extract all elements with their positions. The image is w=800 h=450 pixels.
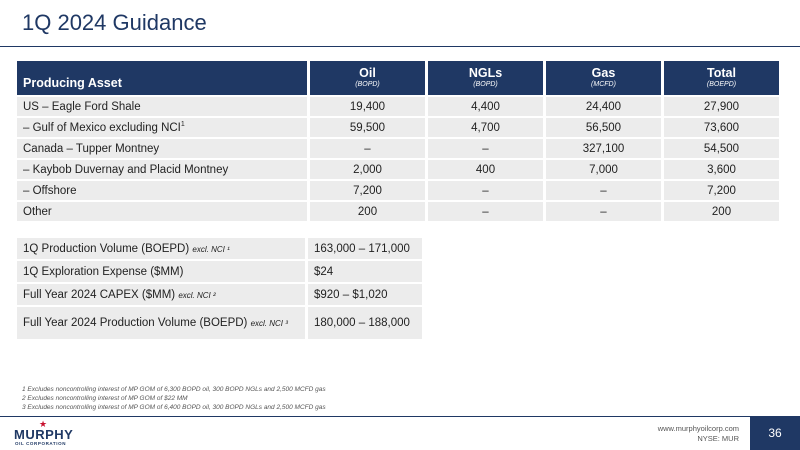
asset-label: Other [23,205,52,218]
summary-value: 163,000 – 171,000 [305,238,422,259]
asset-label: – Offshore [23,184,77,197]
summary-label-text: 1Q Production Volume (BOEPD) [23,242,190,255]
gas-value: 327,100 [543,139,661,158]
summary-note: excl. NCI ³ [250,319,288,328]
header-unit: (BOEPD) [706,81,737,88]
title-divider [0,46,800,47]
summary-value: $920 – $1,020 [305,284,422,305]
ngls-value: – [425,139,543,158]
gas-value: 56,500 [543,118,661,137]
footnote-2: 2 Excludes noncontrolling interest of MP GOM of $22 MM [22,395,188,402]
ngls-value: – [425,181,543,200]
table-row [17,284,422,305]
asset-name [17,97,307,116]
gas-value: 7,000 [543,160,661,179]
table-row [17,139,779,158]
footer-contact [658,424,739,444]
summary-note: excl. NCI ² [178,290,216,300]
header-total [661,61,779,95]
oil-value: 7,200 [307,181,425,200]
summary-label [17,307,305,339]
ngls-value: – [425,202,543,221]
table-row [17,160,779,179]
total-value: 54,500 [661,139,779,158]
page-number: 36 [750,417,800,450]
summary-value: 180,000 – 188,000 [305,307,422,339]
asset-label: – Kaybob Duvernay and Placid Montney [23,163,229,176]
table-row [17,181,779,200]
summary-note: excl. NCI ¹ [192,244,230,254]
summary-label [17,284,305,305]
gas-value: – [543,181,661,200]
ngls-value: 4,400 [425,97,543,116]
header-gas [543,61,661,95]
table-row [17,238,422,259]
ngls-value: 4,700 [425,118,543,137]
table-row [17,202,779,221]
total-value: 7,200 [661,181,779,200]
star-icon: ★ [39,419,48,429]
table-row [17,261,422,282]
asset-name [17,118,307,137]
total-value: 200 [661,202,779,221]
asset-name [17,160,307,179]
asset-label: – Gulf of Mexico excluding NCI [23,121,181,134]
table-row [17,307,422,339]
summary-label-text: Full Year 2024 CAPEX ($MM) [23,288,176,301]
ticker-symbol: NYSE: MUR [697,434,739,443]
oil-value: 2,000 [307,160,425,179]
murphy-logo [14,420,76,446]
total-value: 3,600 [661,160,779,179]
website-link[interactable]: www.murphyoilcorp.com [657,424,739,433]
gas-value: 24,400 [543,97,661,116]
footnotes [22,385,326,412]
header-unit: (BOPD) [473,81,498,88]
table-row [17,97,779,116]
logo-subtitle: OIL CORPORATION [15,441,67,446]
oil-value: 59,500 [307,118,425,137]
total-value: 73,600 [661,118,779,137]
summary-label [17,261,305,282]
logo-wordmark: MURPHY [14,427,74,442]
footnote-3: 3 Excludes noncontrolling interest of MP GOM of 6,400 BOPD oil, 300 BOPD NGLs and 2,500 MCFD gas [22,404,326,411]
asset-label: Canada – Tupper Montney [23,142,160,155]
oil-value: 19,400 [307,97,425,116]
footnote-marker: 1 [180,121,185,129]
header-label: NGLs [468,66,503,80]
table-row [17,118,779,137]
slide-title: 1Q 2024 Guidance [22,10,207,35]
asset-label: US – Eagle Ford Shale [23,100,141,113]
header-oil [307,61,425,95]
footer-divider [0,416,800,417]
ngls-value: 400 [425,160,543,179]
oil-value: 200 [307,202,425,221]
header-producing-asset: Producing Asset [17,61,307,95]
summary-label [17,238,305,259]
table-header-row [17,61,779,95]
header-label: Total [707,66,736,80]
summary-value: $24 [305,261,422,282]
summary-label-text: 1Q Exploration Expense ($MM) [23,265,184,278]
asset-name [17,181,307,200]
gas-value: – [543,202,661,221]
header-label: Oil [359,66,376,80]
header-ngls [425,61,543,95]
total-value: 27,900 [661,97,779,116]
guidance-summary-table [17,236,422,341]
asset-name [17,202,307,221]
summary-label-text: Full Year 2024 Production Volume (BOEPD) [23,317,248,329]
header-label: Gas [591,66,616,80]
producing-asset-table [17,59,779,223]
header-unit: (MCFD) [591,81,616,88]
asset-name [17,139,307,158]
footnote-1: 1 Excludes noncontrolling interest of MP GOM of 6,300 BOPD oil, 300 BOPD NGLs and 2,500 MCFD gas [22,386,326,393]
header-unit: (BOPD) [355,81,380,88]
oil-value: – [307,139,425,158]
